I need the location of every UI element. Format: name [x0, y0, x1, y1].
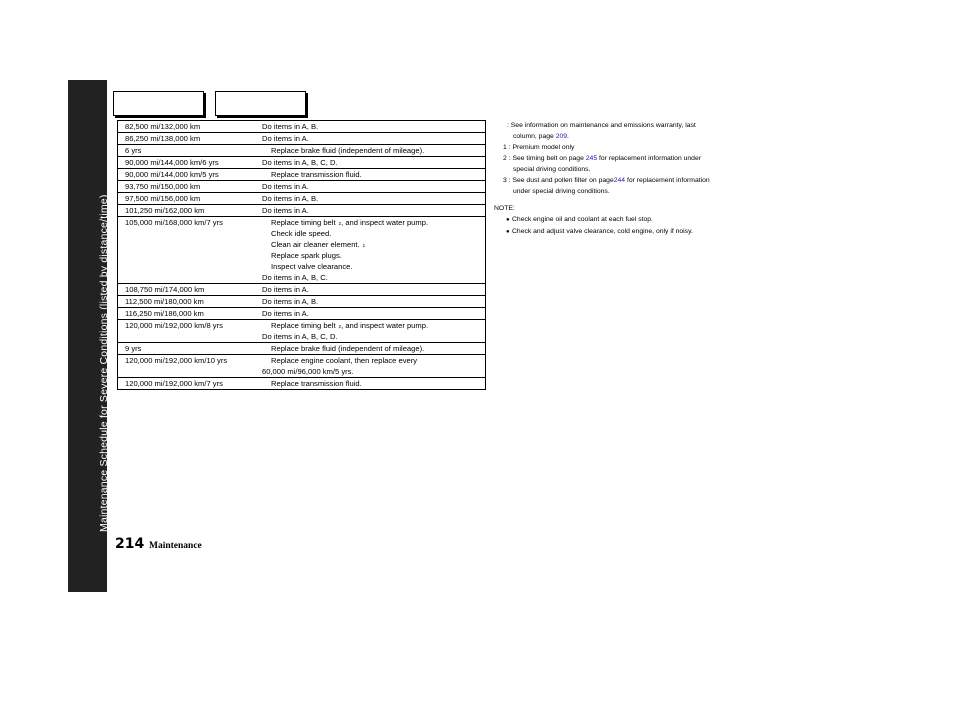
interval-cell: 101,250 mi/162,000 km — [118, 205, 257, 217]
interval-cell: 120,000 mi/192,000 km/7 yrs — [118, 378, 257, 390]
service-line: Do items in A. — [262, 134, 309, 143]
service-cell — [256, 217, 486, 284]
section-name: Maintenance — [149, 541, 202, 551]
service-cell — [256, 284, 486, 296]
service-line: Do items in A, B. — [262, 297, 319, 306]
page-link-209[interactable]: 209 — [555, 133, 568, 140]
interval-cell: 108,750 mi/174,000 km — [118, 284, 257, 296]
service-cell — [256, 296, 486, 308]
service-cell — [256, 205, 486, 217]
table-row — [118, 284, 486, 296]
table-row — [118, 308, 486, 320]
interval-cell: 105,000 mi/168,000 km/7 yrs — [118, 217, 257, 284]
table-row — [118, 217, 486, 284]
note-bullet-1: ● Check engine oil and coolant at each fuel stop. — [494, 214, 794, 226]
service-line: Replace transmission fluid. — [271, 379, 362, 388]
service-cell — [256, 145, 486, 157]
service-line: Do items in A. — [262, 206, 309, 215]
interval-cell: 116,250 mi/186,000 km — [118, 308, 257, 320]
service-cell — [256, 133, 486, 145]
table-row — [118, 320, 486, 343]
interval-cell: 120,000 mi/192,000 km/8 yrs — [118, 320, 257, 343]
service-line: Replace transmission fluid. — [271, 170, 362, 179]
interval-cell: 93,750 mi/150,000 km — [118, 181, 257, 193]
table-row — [118, 343, 486, 355]
table-row — [118, 378, 486, 390]
page-link-244[interactable]: 244 — [613, 177, 626, 184]
interval-cell: 120,000 mi/192,000 km/10 yrs — [118, 355, 257, 378]
footnote-2-cont: special driving conditions. — [513, 166, 591, 173]
service-line: Do items in A. — [262, 182, 309, 191]
table-row — [118, 296, 486, 308]
note-bullet-2: ● Check and adjust valve clearance, cold engine, only if noisy. — [494, 226, 794, 238]
maintenance-schedule-table — [117, 120, 486, 390]
service-line: Do items in A. — [262, 285, 309, 294]
interval-cell: 82,500 mi/132,000 km — [118, 121, 257, 133]
service-line: Do items in A, B, C, D. — [262, 332, 338, 341]
footnote-ref: 2 — [338, 324, 342, 329]
service-line: Do items in A, B. — [262, 194, 319, 203]
interval-cell: 97,500 mi/156,000 km — [118, 193, 257, 205]
service-line: Replace brake fluid (independent of mileage). — [271, 146, 425, 155]
footnote-3: 3 : See dust and pollen filter on page244 for replacement information — [503, 177, 710, 184]
service-cell — [256, 121, 486, 133]
header-box-right — [215, 91, 306, 116]
service-cell — [256, 343, 486, 355]
table-row — [118, 193, 486, 205]
interval-cell: 90,000 mi/144,000 km/6 yrs — [118, 157, 257, 169]
service-cell — [256, 308, 486, 320]
table-row — [118, 121, 486, 133]
service-line: Do items in A, B, C. — [262, 273, 328, 282]
service-line: 60,000 mi/96,000 km/5 yrs. — [262, 367, 354, 376]
footnote-1: 1 : Premium model only — [503, 144, 575, 151]
interval-cell: 112,500 mi/180,000 km — [118, 296, 257, 308]
service-cell — [256, 320, 486, 343]
page-number: 214 — [115, 536, 145, 552]
interval-cell: 9 yrs — [118, 343, 257, 355]
interval-cell: 90,000 mi/144,000 km/5 yrs — [118, 169, 257, 181]
sidebar-title: Maintenance Schedule for Severe Conditions (listed by distance/time) — [98, 194, 110, 532]
table-row — [118, 355, 486, 378]
service-line: Check idle speed. — [271, 229, 332, 238]
service-cell — [256, 169, 486, 181]
service-cell — [256, 193, 486, 205]
table-row — [118, 145, 486, 157]
header-box-left — [113, 91, 204, 116]
footnotes — [494, 120, 794, 238]
bullet-icon: ● — [506, 229, 510, 235]
footnote-3-cont: under special driving conditions. — [513, 188, 610, 195]
table-row — [118, 133, 486, 145]
service-cell — [256, 355, 486, 378]
service-line: Do items in A. — [262, 309, 309, 318]
service-cell — [256, 181, 486, 193]
footnote-warranty-cont: column, page 209. — [513, 133, 569, 140]
service-line: Do items in A, B, C, D. — [262, 158, 338, 167]
service-cell — [256, 157, 486, 169]
table-row — [118, 205, 486, 217]
footnote-ref: 2 — [338, 221, 342, 226]
service-line: Replace brake fluid (independent of mileage). — [271, 344, 425, 353]
service-line: Replace spark plugs. — [271, 251, 342, 260]
interval-cell: 6 yrs — [118, 145, 257, 157]
interval-cell: 86,250 mi/138,000 km — [118, 133, 257, 145]
table-row — [118, 169, 486, 181]
service-line: Do items in A, B. — [262, 122, 319, 131]
service-line: Inspect valve clearance. — [271, 262, 353, 271]
service-line: Clean air cleaner element. $^1$ — [271, 240, 366, 249]
service-line: Replace timing belt $^2$, and inspect water pump. — [271, 218, 429, 227]
service-cell — [256, 378, 486, 390]
note-label: NOTE: — [494, 205, 515, 212]
footnote-2: 2 : See timing belt on page 245 for replacement information under — [503, 155, 702, 162]
page-link-245[interactable]: 245 — [585, 155, 598, 162]
footnote-warranty: : See information on maintenance and emissions warranty, last — [507, 122, 696, 129]
bullet-icon: ● — [506, 217, 510, 223]
footnote-ref: 1 — [362, 243, 366, 248]
table-row — [118, 181, 486, 193]
table-row — [118, 157, 486, 169]
service-line: Replace engine coolant, then replace every — [271, 356, 418, 365]
service-line: Replace timing belt $^2$, and inspect water pump. — [271, 321, 429, 330]
